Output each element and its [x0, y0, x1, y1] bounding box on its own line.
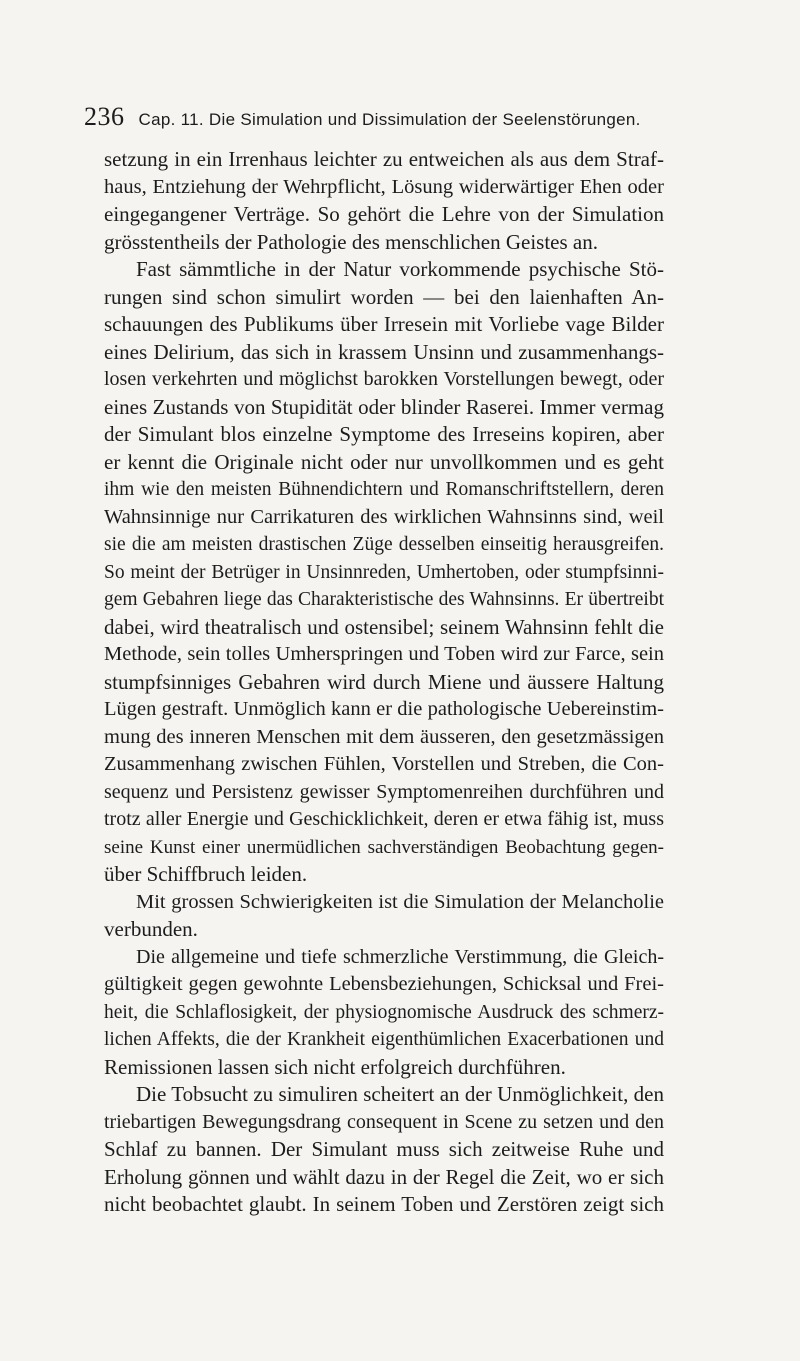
text-line: Die allgemeine und tiefe schmerzliche Verstimmung, die Gleich- — [136, 945, 664, 968]
text-line: haus, Entziehung der Wehrpflicht, Lösung widerwärtiger Ehen oder — [104, 175, 664, 198]
running-head — [84, 102, 704, 132]
text-line: Mit grossen Schwierigkeiten ist die Simulation der Melancholie — [136, 890, 664, 913]
text-line: triebartigen Bewegungsdrang consequent in Scene zu setzen und den — [104, 1110, 664, 1133]
text-line: Methode, sein tolles Umherspringen und Toben wird zur Farce, sein — [104, 643, 664, 665]
text-line: stumpfsinniges Gebahren wird durch Miene und äussere Haltung — [104, 669, 664, 694]
text-line: sie die am meisten drastischen Züge desselben einseitig herausgreifen. — [104, 534, 664, 555]
text-line: trotz aller Energie und Geschicklichkeit, deren er etwa fähig ist, muss — [104, 808, 664, 830]
text-line: Die Tobsucht zu simuliren scheitert an der Unmöglichkeit, den — [136, 1082, 664, 1106]
text-line: er kennt die Originale nicht oder nur unvollkommen und es geht — [104, 449, 664, 474]
text-line: setzung in ein Irrenhaus leichter zu entweichen als aus dem Straf- — [104, 147, 664, 171]
text-line: Erholung gönnen und wählt dazu in der Regel die Zeit, wo er sich — [104, 1164, 664, 1189]
text-line: der Simulant blos einzelne Symptome des Irreseins kopiren, aber — [104, 422, 664, 446]
page-number: 236 — [84, 102, 125, 131]
text-line: sequenz und Persistenz gewisser Symptomenreihen durchführen und — [104, 780, 664, 803]
text-line: über Schiffbruch leiden. — [104, 862, 308, 886]
text-line: rungen sind schon simulirt worden — bei den laienhaften An- — [104, 284, 664, 309]
text-line: eingegangener Verträge. So gehört die Lehre von der Simulation — [104, 202, 664, 226]
text-line: losen verkehrten und möglichst barokken Vorstellungen bewegt, oder — [104, 368, 664, 390]
text-line: Lügen gestraft. Unmöglich kann er die pathologische Uebereinstim- — [104, 698, 664, 720]
chapter-title: Cap. 11. Die Simulation und Dissimulation der Seelenstörungen. — [138, 110, 641, 129]
text-line: gem Gebahren liege das Charakteristische des Wahnsinns. Er übertreibt — [104, 589, 664, 610]
text-line: Zusammenhang zwischen Fühlen, Vorstellen und Streben, die Con- — [104, 753, 664, 775]
text-line: Fast sämmtliche in der Natur vorkommende psychische Stö- — [136, 257, 664, 281]
text-line: Schlaf zu bannen. Der Simulant muss sich zeitweise Ruhe und — [104, 1137, 664, 1161]
text-line: nicht beobachtet glaubt. In seinem Toben und Zerstören zeigt sich — [104, 1192, 664, 1216]
text-line: lichen Affekts, die der Krankheit eigenthümlichen Exacerbationen und — [104, 1029, 664, 1050]
text-line: eines Zustands von Stupidität oder blinder Raserei. Immer vermag — [104, 394, 664, 419]
text-line: seine Kunst einer unermüdlichen sachverständigen Beobachtung gegen- — [104, 836, 664, 858]
text-line: So meint der Betrüger in Unsinnreden, Umhertoben, oder stumpfsinni- — [104, 561, 664, 583]
text-line: verbunden. — [104, 917, 198, 941]
text-line: grösstentheils der Pathologie des menschlichen Geistes an. — [104, 229, 598, 254]
text-line: Remissionen lassen sich nicht erfolgreich durchführen. — [104, 1054, 566, 1079]
text-line: schauungen des Publikums über Irresein mit Vorliebe vage Bilder — [104, 312, 664, 336]
body-text — [104, 146, 664, 1219]
text-line: heit, die Schlaflosigkeit, der physiognomische Ausdruck des schmerz- — [104, 1001, 664, 1023]
text-line: dabei, wird theatralisch und ostensibel; seinem Wahnsinn fehlt die — [104, 614, 664, 639]
text-line: ihm wie den meisten Bühnendichtern und Romanschriftstellern, deren — [104, 479, 664, 500]
text-line: Wahnsinnige nur Carrikaturen des wirklichen Wahnsinns sind, weil — [104, 505, 664, 528]
text-line: eines Delirium, das sich in krassem Unsinn und zusammenhangs- — [104, 339, 664, 364]
text-line: gültigkeit gegen gewohnte Lebensbeziehungen, Schicksal und Frei- — [104, 973, 664, 995]
text-line: mung des inneren Menschen mit dem äusseren, den gesetzmässigen — [104, 725, 664, 748]
